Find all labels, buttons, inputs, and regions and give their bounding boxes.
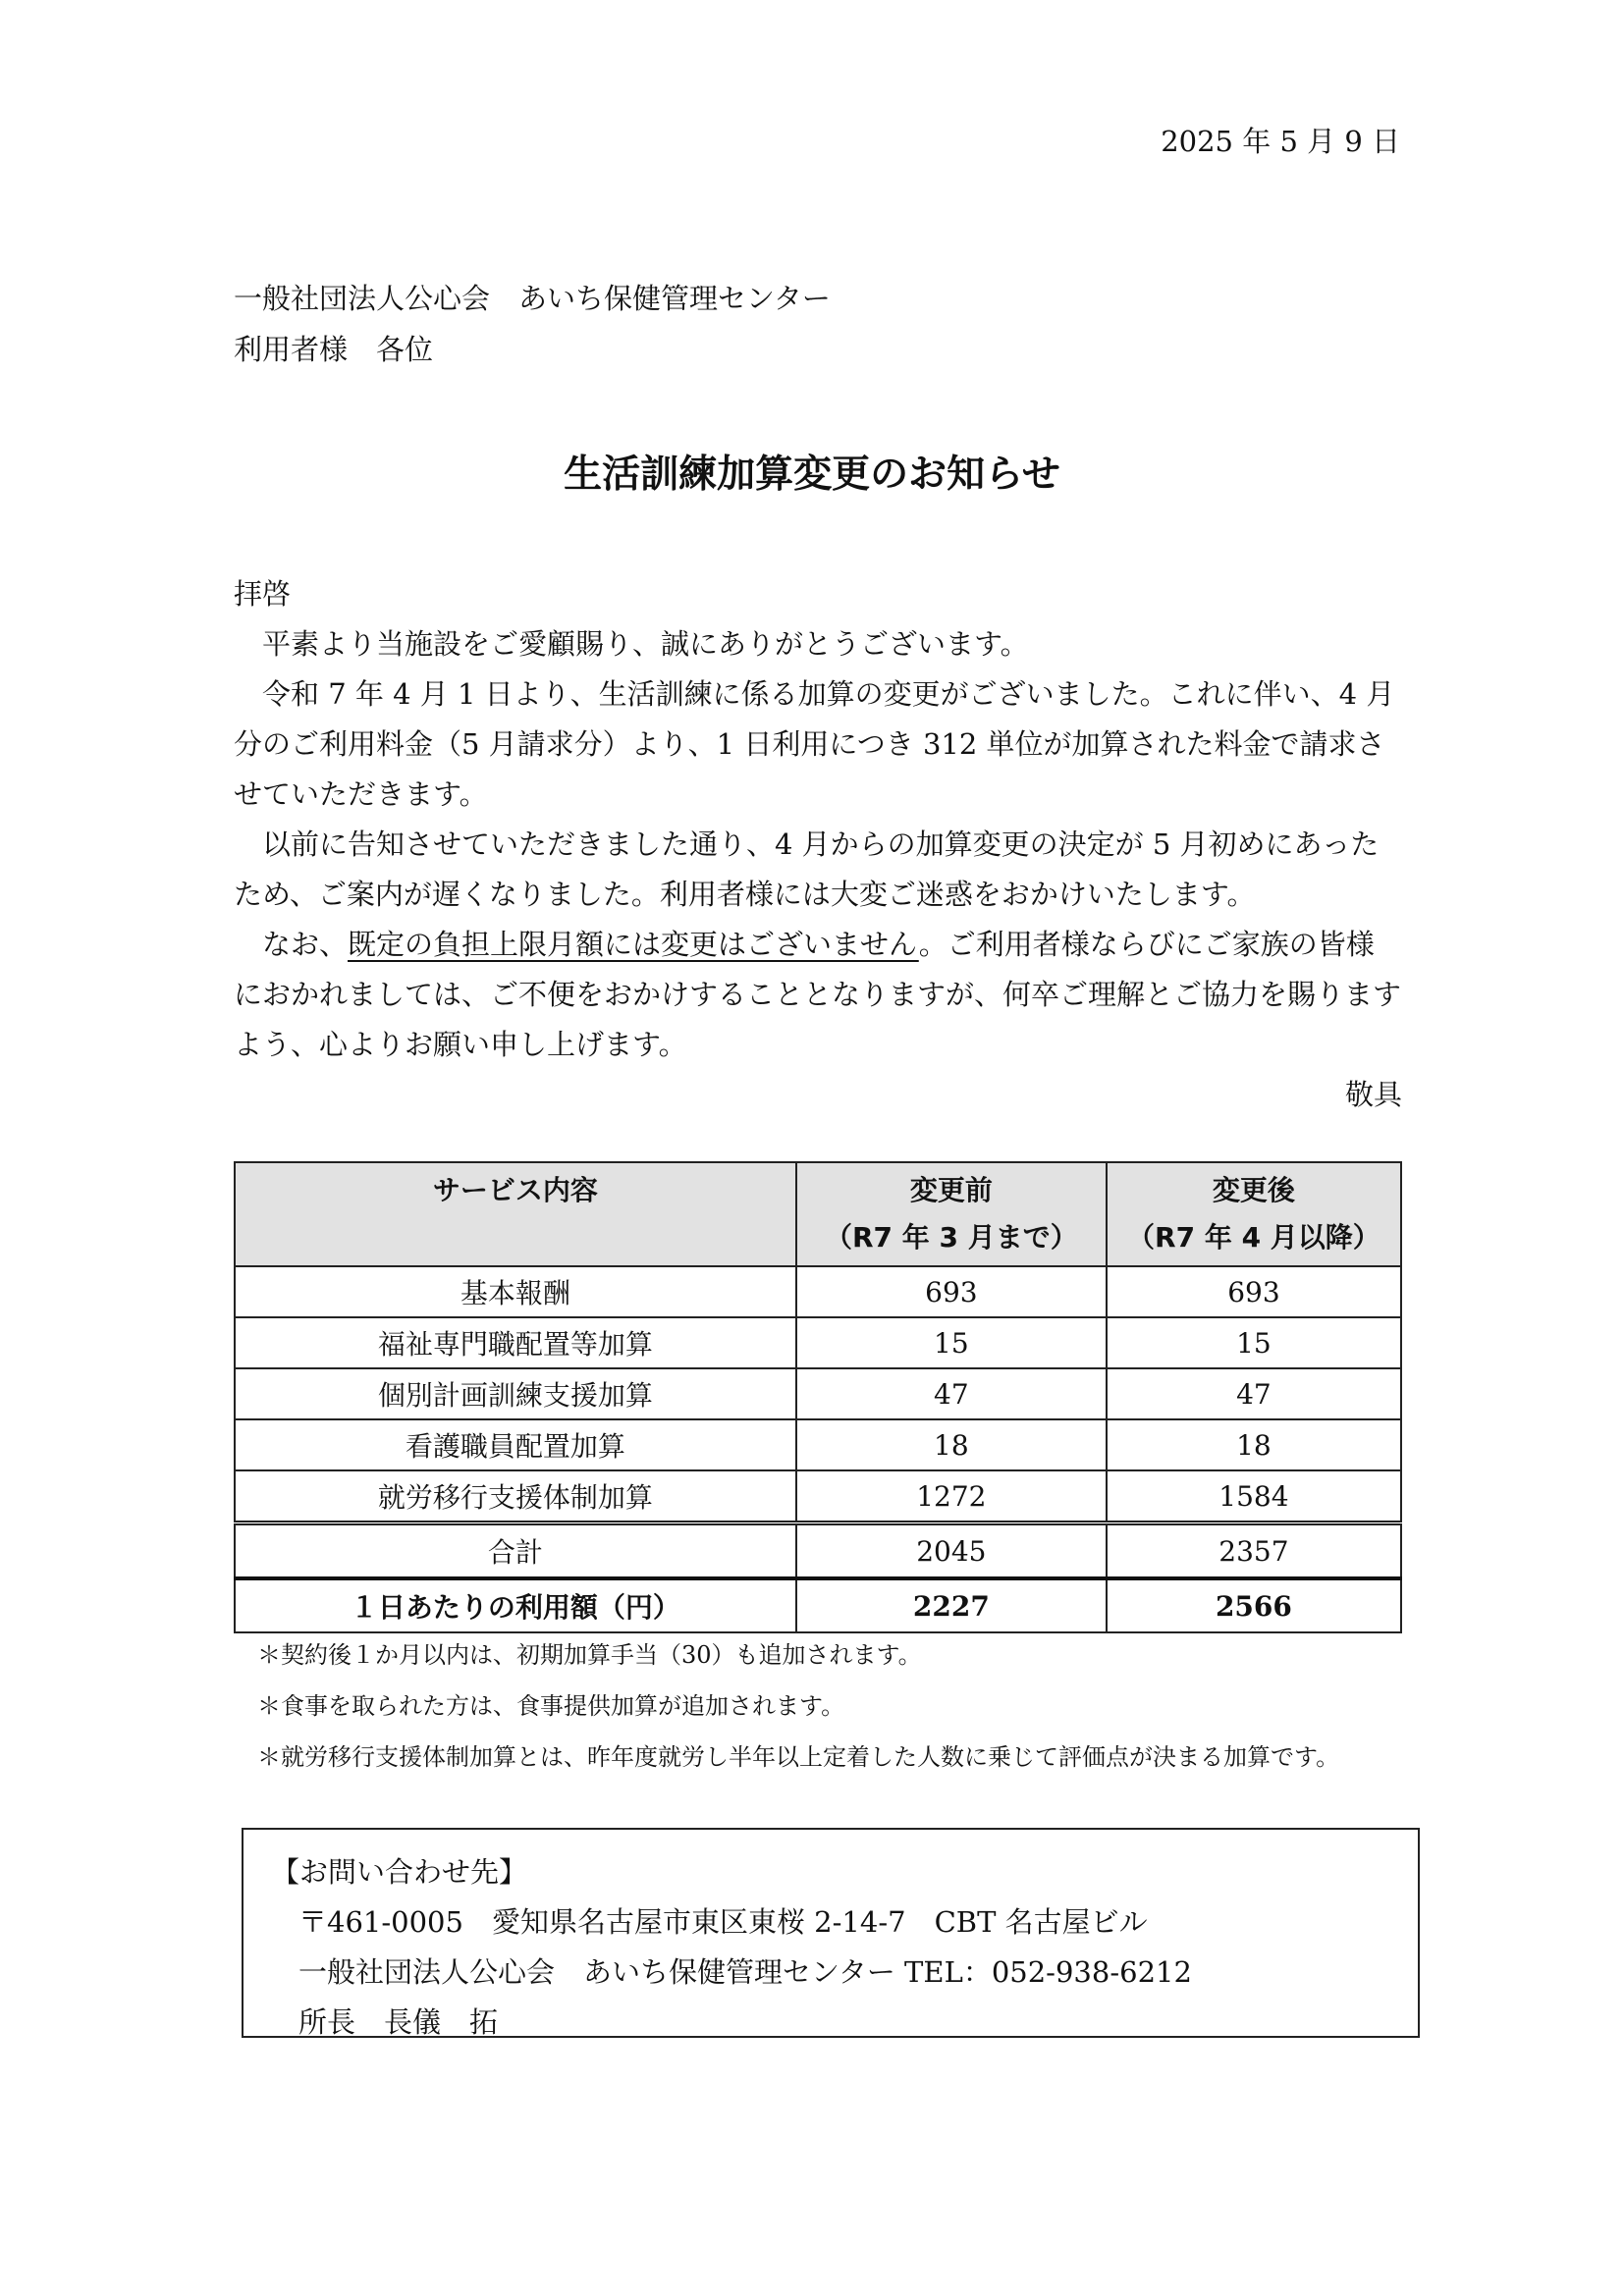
header-before-label: 変更前	[909, 1174, 993, 1206]
paragraph-greeting: 平素より当施設をご愛顧賜り、誠にありがとうございます。	[262, 627, 1029, 661]
daily-amount-after: 2566	[1107, 1578, 1401, 1632]
footnote: ＊食事を取られた方は、食事提供加算が追加されます。	[257, 1692, 845, 1720]
footnotes	[257, 1629, 1339, 1783]
table-row	[235, 1419, 1401, 1470]
header-after-label: 変更後	[1212, 1174, 1295, 1206]
closing-salutation: 敬具	[1344, 1078, 1402, 1111]
paragraph-request	[234, 920, 1402, 1070]
contact-address: 〒461-0005 愛知県名古屋市東区東桜 2-14-7 CBT 名古屋ビル	[298, 1905, 1148, 1939]
service-name: 看護職員配置加算	[235, 1419, 796, 1470]
daily-amount-before: 2227	[796, 1578, 1107, 1632]
table-row	[235, 1368, 1401, 1419]
contact-heading: 【お問い合わせ先】	[271, 1855, 528, 1889]
daily-amount-label: １日あたりの利用額（円）	[235, 1578, 796, 1632]
fee-comparison-table	[234, 1161, 1402, 1633]
total-after: 2357	[1107, 1523, 1401, 1579]
value-before: 47	[796, 1368, 1107, 1419]
value-before: 18	[796, 1419, 1107, 1470]
document-date: 2025 年 5 月 9 日	[1161, 125, 1400, 158]
table-row	[235, 1317, 1401, 1368]
contact-organization: 一般社団法人公心会 あいち保健管理センター TEL：052-938-6212	[298, 1955, 1192, 1989]
underlined-notice: 既定の負担上限月額には変更はございません	[348, 928, 919, 961]
value-after: 1584	[1107, 1470, 1401, 1523]
footnote: ＊契約後１か月以内は、初期加算手当（30）も追加されます。	[257, 1641, 922, 1669]
recipient-users: 利用者様 各位	[234, 333, 434, 366]
paragraph-change-notice: 令和 7 年 4 月 1 日より、生活訓練に係る加算の変更がございました。これに伴い、4 月分のご利用料金（5 月請求分）より、1 日利用につき 312 単位が加算された料金で請求させていただきます。	[234, 677, 1395, 811]
paragraph-request-rest: 。ご利用者様ならびにご家族の皆様におかれましては、ご不便をおかけすることとなりますが、何卒ご理解とご協力を賜りますよう、心よりお願い申し上げます。	[234, 928, 1402, 1061]
value-after: 18	[1107, 1419, 1401, 1470]
header-service	[235, 1162, 796, 1266]
value-before: 15	[796, 1317, 1107, 1368]
total-before: 2045	[796, 1523, 1107, 1579]
header-before	[796, 1162, 1107, 1266]
table-header-row	[235, 1162, 1401, 1266]
table-row	[235, 1266, 1401, 1317]
opening-salutation: 拝啓	[234, 577, 292, 611]
paragraph-apology: 以前に告知させていただきました通り、4 月からの加算変更の決定が 5 月初めにあったため、ご案内が遅くなりました。利用者様には大変ご迷惑をおかけいたします。	[234, 828, 1380, 911]
service-name: 就労移行支援体制加算	[235, 1470, 796, 1523]
total-label: 合計	[235, 1523, 796, 1579]
table-row	[235, 1470, 1401, 1523]
letter-body	[234, 569, 1402, 1120]
value-after: 693	[1107, 1266, 1401, 1317]
service-name: 福祉専門職配置等加算	[235, 1317, 796, 1368]
contact-box	[242, 1828, 1420, 2038]
value-before: 693	[796, 1266, 1107, 1317]
service-name: 基本報酬	[235, 1266, 796, 1317]
value-after: 15	[1107, 1317, 1401, 1368]
header-after	[1107, 1162, 1401, 1266]
contact-person: 所長 長儀 拓	[298, 2005, 499, 2039]
value-after: 47	[1107, 1368, 1401, 1419]
service-name: 個別計画訓練支援加算	[235, 1368, 796, 1419]
total-row	[235, 1523, 1401, 1579]
daily-amount-row	[235, 1578, 1401, 1632]
header-before-period: （R7 年 3 月まで）	[824, 1221, 1078, 1254]
paragraph-request-prefix: なお、	[262, 928, 349, 961]
value-before: 1272	[796, 1470, 1107, 1523]
footnote: ＊就労移行支援体制加算とは、昨年度就労し半年以上定着した人数に乗じて評価点が決まる加算です。	[257, 1743, 1340, 1771]
page-title: 生活訓練加算変更のお知らせ	[564, 453, 1060, 497]
header-service-label: サービス内容	[432, 1174, 598, 1206]
recipient-organization: 一般社団法人公心会 あいち保健管理センター	[234, 282, 831, 315]
header-after-period: （R7 年 4 月以降）	[1127, 1221, 1380, 1254]
